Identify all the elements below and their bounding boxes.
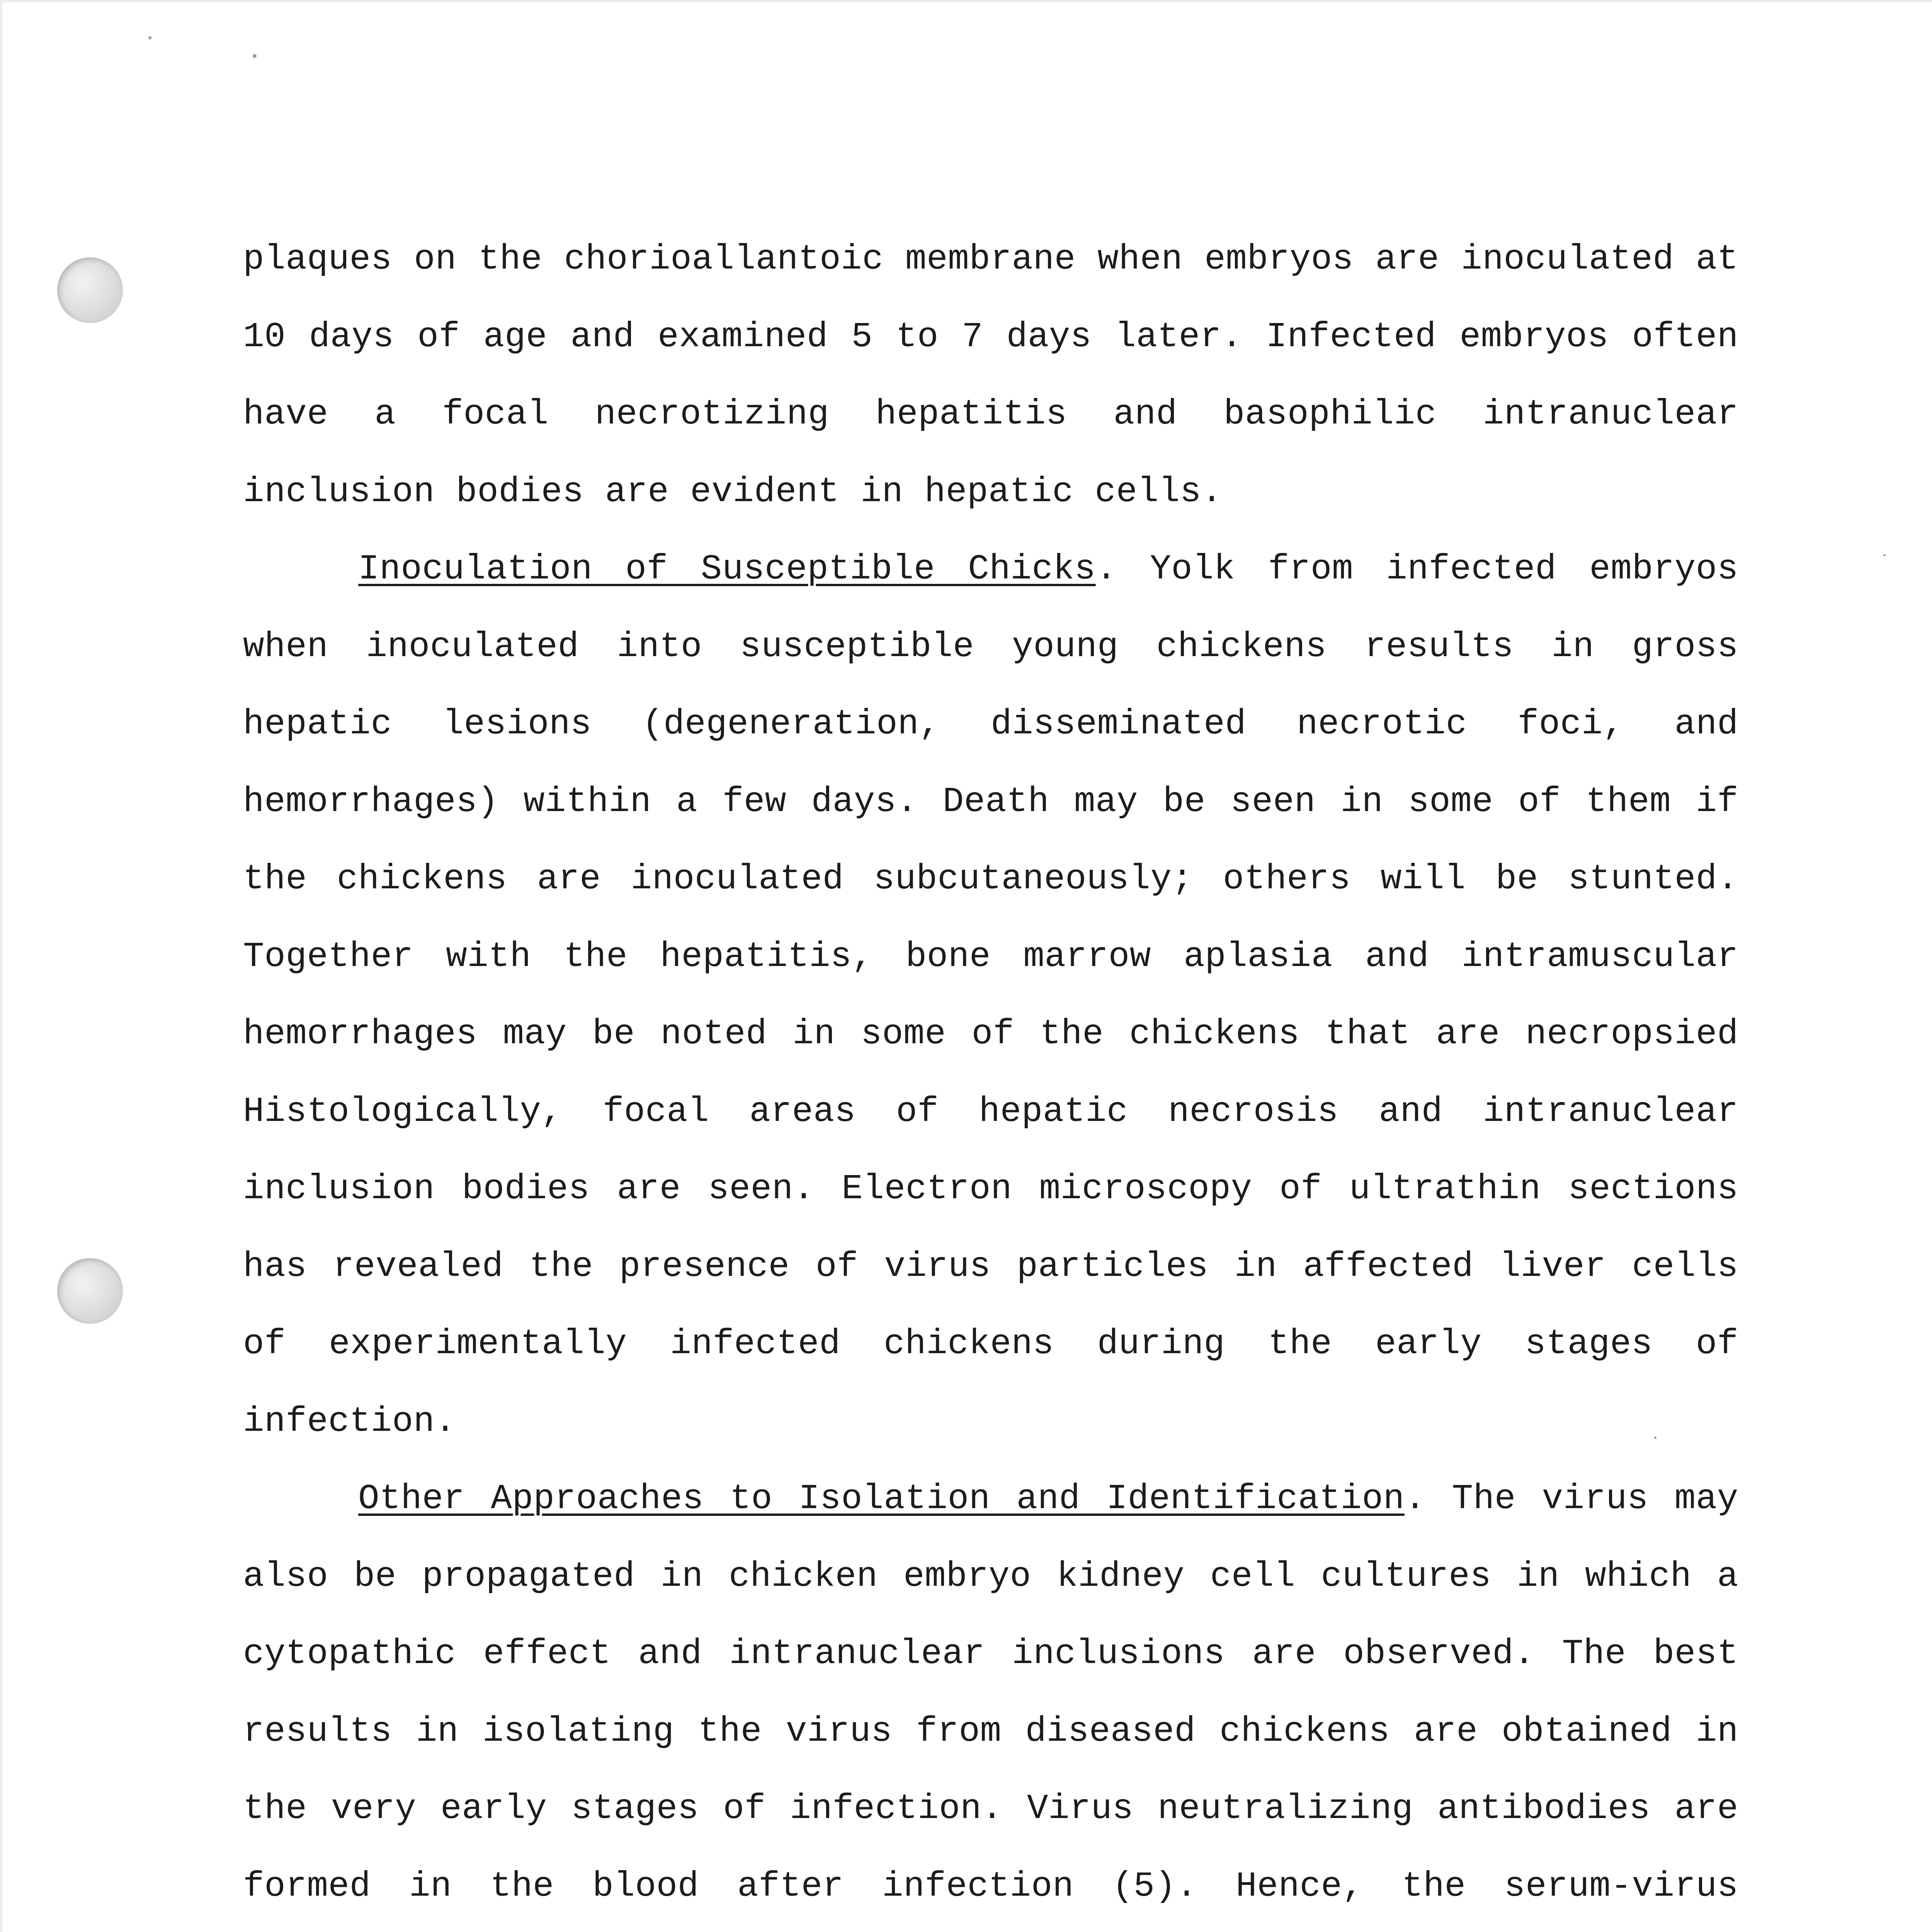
scan-speck <box>253 54 257 58</box>
binder-hole-middle <box>57 1258 123 1324</box>
binder-hole-top <box>57 257 123 323</box>
section-heading-other-approaches: Other Approaches to Isolation and Identification <box>358 1479 1405 1519</box>
heading-period: . <box>1095 549 1117 589</box>
section-heading-inoculation: Inoculation of Susceptible Chicks <box>358 549 1096 589</box>
paragraph-text: plaques on the chorioallantoic membrane when embryos are inoculated at 10 days of age and examined 5 to 7 days later. Infected embryos often have a focal necrotizing hepatitis and basophilic intranuclear inclusion bodies are evident in hepatic cells. <box>243 240 1738 512</box>
paragraph-text: Yolk from infected embryos when inoculated into susceptible young chickens results in gross hepatic lesions (degeneration, disseminated necrotic foci, and hemorrhages) within a few days. Death may be seen in some of them if the chickens are inoculated subcutaneously; others will be stunted. Together with the hepatitis, bone marrow aplasia and intramuscular hemorrhages may be noted in some of the chickens that are necropsied Histologically, focal areas of hepatic necrosis and intranuclear inclusion bodies are seen. Electron microscopy of ultrathin sections has revealed the presence of virus particles in affected liver cells of experimentally infected chickens during the early stages of infection. <box>243 549 1738 1442</box>
body-text <box>243 221 1738 1932</box>
paragraph-text: The virus may also be propagated in chicken embryo kidney cell cultures in which a cytopathic effect and intranuclear inclusions are observed. The best results in isolating the virus from diseased chickens are obtained in the very early stages of infection. Virus neutralizing antibodies are formed in the blood after infection (5). Hence, the serum-virus <box>243 1479 1738 1906</box>
heading-period: . <box>1404 1479 1426 1519</box>
paragraph-other-approaches <box>243 1461 1738 1932</box>
scan-speck <box>1883 554 1886 556</box>
scan-speck <box>148 36 151 39</box>
paragraph-inoculation <box>243 531 1738 1461</box>
paragraph-plaques <box>243 221 1738 531</box>
